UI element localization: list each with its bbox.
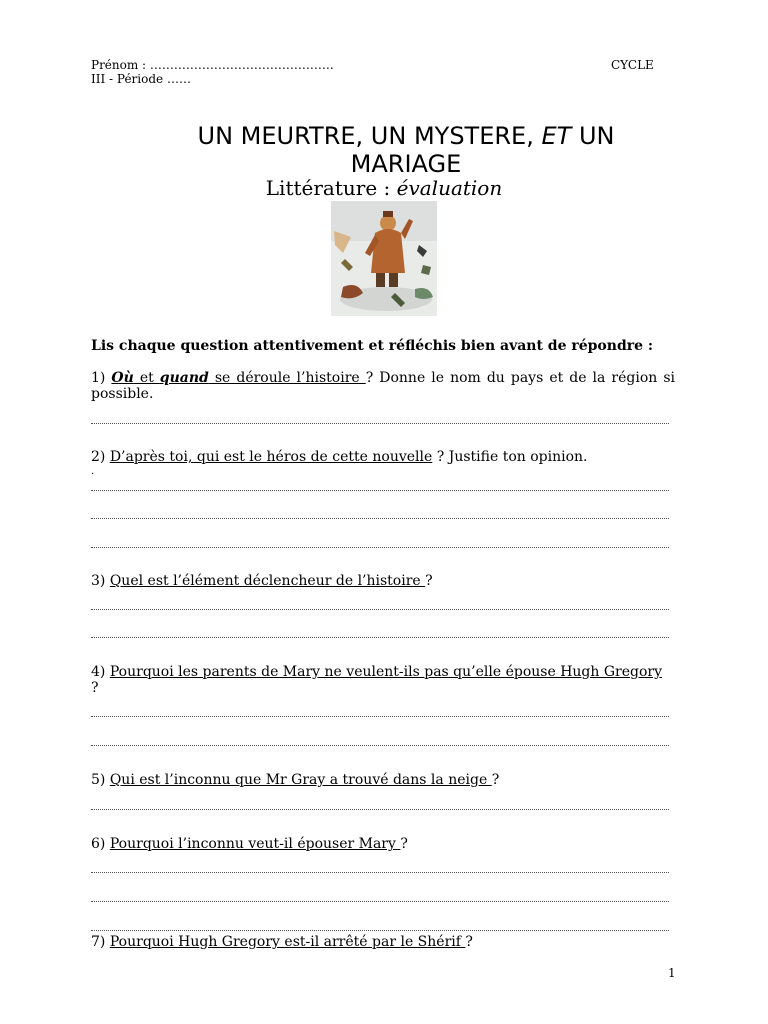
answer-line[interactable] — [91, 809, 669, 810]
question-text: D’après toi, qui est le héros de cette nouvelle — [109, 449, 433, 465]
question-rest: ? — [491, 772, 500, 788]
answer-line[interactable] — [91, 547, 669, 548]
question-number: 1) — [91, 370, 112, 386]
question-4 — [91, 664, 681, 696]
subtitle-italic: évaluation — [396, 176, 503, 200]
answer-line[interactable] — [91, 423, 669, 424]
question-text: et — [133, 370, 160, 386]
question-2 — [91, 449, 587, 465]
cycle-label: CYCLE — [611, 58, 654, 72]
question-rest: ? — [425, 573, 433, 589]
answer-line[interactable] — [91, 872, 669, 873]
page-title — [100, 122, 712, 178]
question-number: 7) — [91, 934, 110, 950]
title-part: UN MEURTRE, UN MYSTERE, — [197, 122, 542, 150]
subtitle-text: Littérature : — [265, 176, 397, 200]
question-6 — [91, 836, 408, 852]
answer-line[interactable] — [91, 930, 669, 931]
page-subtitle — [100, 176, 668, 200]
question-number: 4) — [91, 664, 110, 680]
question-rest: ? Justifie ton opinion. — [432, 449, 588, 465]
answer-line[interactable] — [91, 637, 669, 638]
question-3 — [91, 573, 433, 589]
answer-line[interactable] — [91, 716, 669, 717]
answer-line[interactable] — [91, 609, 669, 610]
question-text: Pourquoi les parents de Mary ne veulent-ils pas qu’elle épouse Hugh Gregory — [109, 664, 663, 680]
question-7 — [91, 934, 473, 950]
question-rest: ? — [91, 680, 99, 696]
page-number: 1 — [668, 966, 676, 980]
question-rest: ? — [400, 836, 408, 852]
question-number: 3) — [91, 573, 110, 589]
question-1 — [91, 370, 675, 402]
question-text: Pourquoi l’inconnu veut-il épouser Mary — [109, 836, 401, 852]
answer-line[interactable] — [91, 901, 669, 902]
question-number: 2) — [91, 449, 110, 465]
question-number: 5) — [91, 772, 110, 788]
question-rest: ? Donne le nom du pays et de la région si possible. — [91, 370, 675, 402]
title-line2: MARIAGE — [350, 150, 462, 178]
title-part: UN — [571, 122, 615, 150]
question-text: Pourquoi Hugh Gregory est-il arrêté par le Shérif — [109, 934, 466, 950]
period-label: III - Période …… — [91, 72, 191, 86]
question-text: Quel est l’élément déclencheur de l’histoire — [109, 573, 426, 589]
question-number: 6) — [91, 836, 110, 852]
question-5 — [91, 772, 499, 788]
question-rest: ? — [465, 934, 473, 950]
illustration-image — [331, 201, 437, 316]
answer-line[interactable] — [91, 518, 669, 519]
first-name-field-label: Prénom : ………………………………………. — [91, 58, 334, 72]
stray-mark: . — [91, 466, 95, 477]
answer-line[interactable] — [91, 490, 669, 491]
question-keyword-ou: Où — [111, 370, 134, 386]
answer-line[interactable] — [91, 745, 669, 746]
title-et: ET — [541, 122, 572, 150]
instructions: Lis chaque question attentivement et réfléchis bien avant de répondre : — [91, 338, 654, 354]
question-text: Qui est l’inconnu que Mr Gray a trouvé dans la neige — [109, 772, 492, 788]
question-keyword-quand: quand — [159, 370, 209, 386]
question-text: se déroule l’histoire — [208, 370, 366, 386]
